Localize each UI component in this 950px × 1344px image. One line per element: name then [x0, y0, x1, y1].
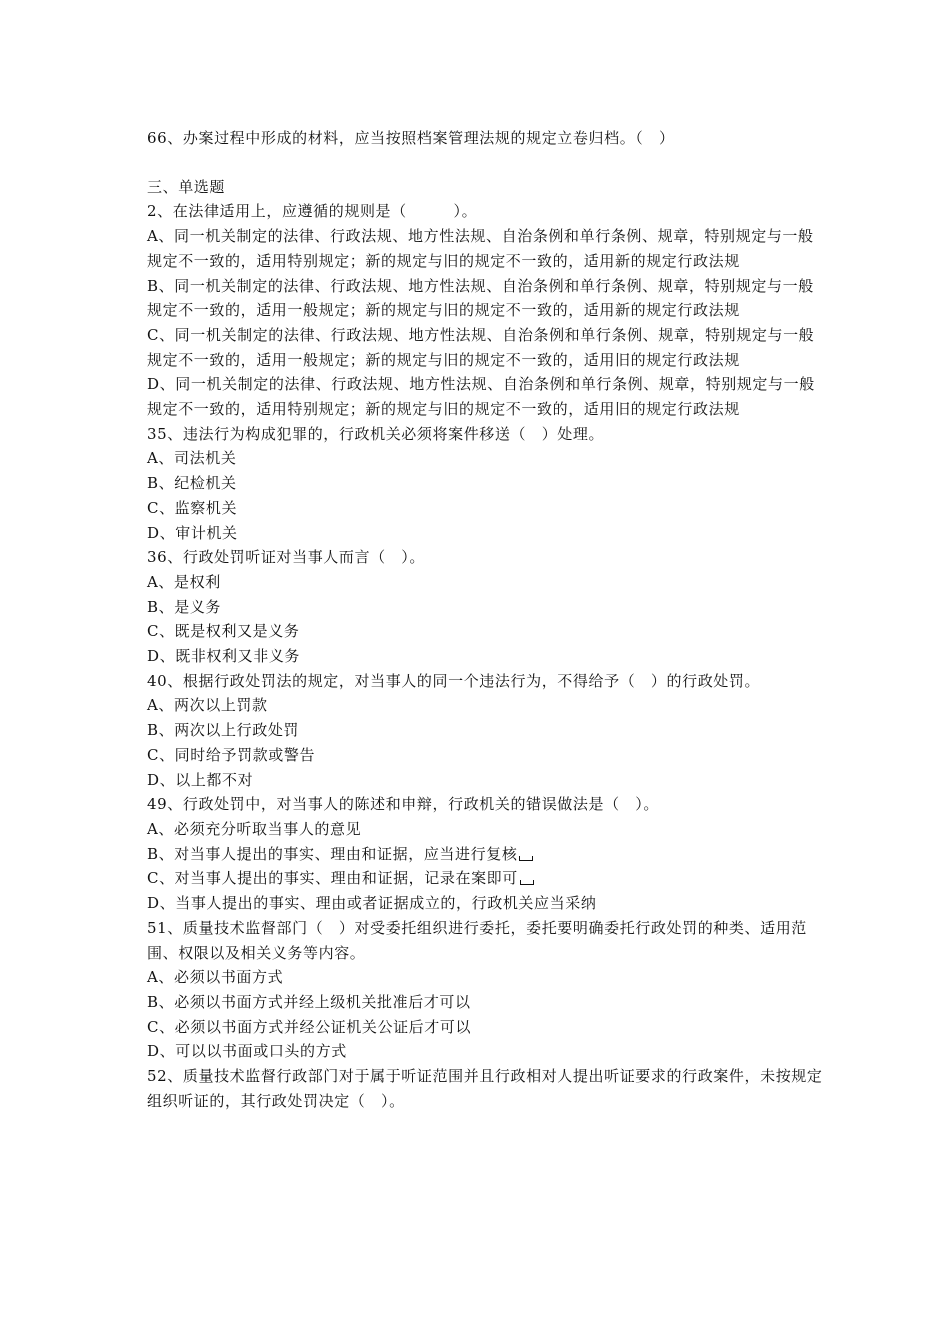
option-40b: B、两次以上行政处罚 [147, 721, 300, 740]
option-49b: B、对当事人提出的事实、理由和证据，应当进行复核 [147, 844, 518, 863]
line-break-mark-icon [519, 856, 533, 861]
question-51: 51、质量技术监督部门（ ）对受委托组织进行委托，委托要明确委托行政处罚的种类、适用范围、权限以及相关义务等内容。 [147, 918, 807, 962]
blank-line [147, 151, 827, 175]
option-36d: D、既非权利又非义务 [147, 647, 301, 666]
section-heading-single-choice: 三、单选题 [147, 177, 226, 196]
option-35d: D、审计机关 [147, 523, 238, 542]
option-36b: B、是义务 [147, 597, 222, 616]
option-35c: C、监察机关 [147, 498, 238, 517]
option-51b: B、必须以书面方式并经上级机关批准后才可以 [147, 992, 471, 1011]
option-51a: A、必须以书面方式 [147, 968, 284, 987]
option-49c-line [147, 866, 827, 891]
question-36: 36、行政处罚听证对当事人而言（ ）。 [147, 548, 425, 567]
question-66: 66、办案过程中形成的材料，应当按照档案管理法规的规定立卷归档。（ ） [147, 129, 675, 147]
option-49a: A、必须充分听取当事人的意见 [147, 819, 362, 838]
option-36a: A、是权利 [147, 572, 221, 591]
question-35: 35、违法行为构成犯罪的，行政机关必须将案件移送（ ）处理。 [147, 424, 605, 443]
option-49b-line [147, 842, 827, 867]
option-49c: C、对当事人提出的事实、理由和证据，记录在案即可 [147, 869, 518, 888]
option-51c: C、必须以书面方式并经公证机关公证后才可以 [147, 1017, 472, 1036]
document-body [147, 126, 827, 1113]
option-2b: B、同一机关制定的法律、行政法规、地方性法规、自治条例和单行条例、规章，特别规定与一般规定不一致的，适用一般规定；新的规定与旧的规定不一致的，适用新的规定行政法规 [147, 276, 814, 320]
question-40: 40、根据行政处罚法的规定，对当事人的同一个违法行为，不得给予（ ）的行政处罚。 [147, 671, 761, 690]
option-2c: C、同一机关制定的法律、行政法规、地方性法规、自治条例和单行条例、规章，特别规定与一般规定不一致的，适用一般规定；新的规定与旧的规定不一致的，适用旧的规定行政法规 [147, 325, 815, 369]
question-52: 52、质量技术监督行政部门对于属于听证范围并且行政相对人提出听证要求的行政案件，未按规定组织听证的，其行政处罚决定（ ）。 [147, 1067, 823, 1110]
option-36c: C、既是权利又是义务 [147, 622, 300, 641]
option-2d: D、同一机关制定的法律、行政法规、地方性法规、自治条例和单行条例、规章，特别规定与一般规定不一致的，适用特别规定；新的规定与旧的规定不一致的，适用旧的规定行政法规 [147, 375, 815, 419]
option-35a: A、司法机关 [147, 449, 237, 468]
option-51d: D、可以以书面或口头的方式 [147, 1042, 347, 1061]
option-40d: D、以上都不对 [147, 770, 254, 789]
option-35b: B、纪检机关 [147, 474, 237, 493]
line-break-mark-icon [520, 880, 534, 885]
option-49d: D、当事人提出的事实、理由或者证据成立的，行政机关应当采纳 [147, 894, 597, 913]
option-2a: A、同一机关制定的法律、行政法规、地方性法规、自治条例和单行条例、规章，特别规定与一般规定不一致的，适用特别规定；新的规定与旧的规定不一致的，适用新的规定行政法规 [147, 227, 814, 270]
question-49: 49、行政处罚中，对当事人的陈述和申辩，行政机关的错误做法是（ ）。 [147, 795, 659, 814]
option-40c: C、同时给予罚款或警告 [147, 745, 316, 764]
option-40a: A、两次以上罚款 [147, 696, 268, 715]
question-2: 2、在法律适用上，应遵循的规则是（ ）。 [147, 202, 478, 221]
